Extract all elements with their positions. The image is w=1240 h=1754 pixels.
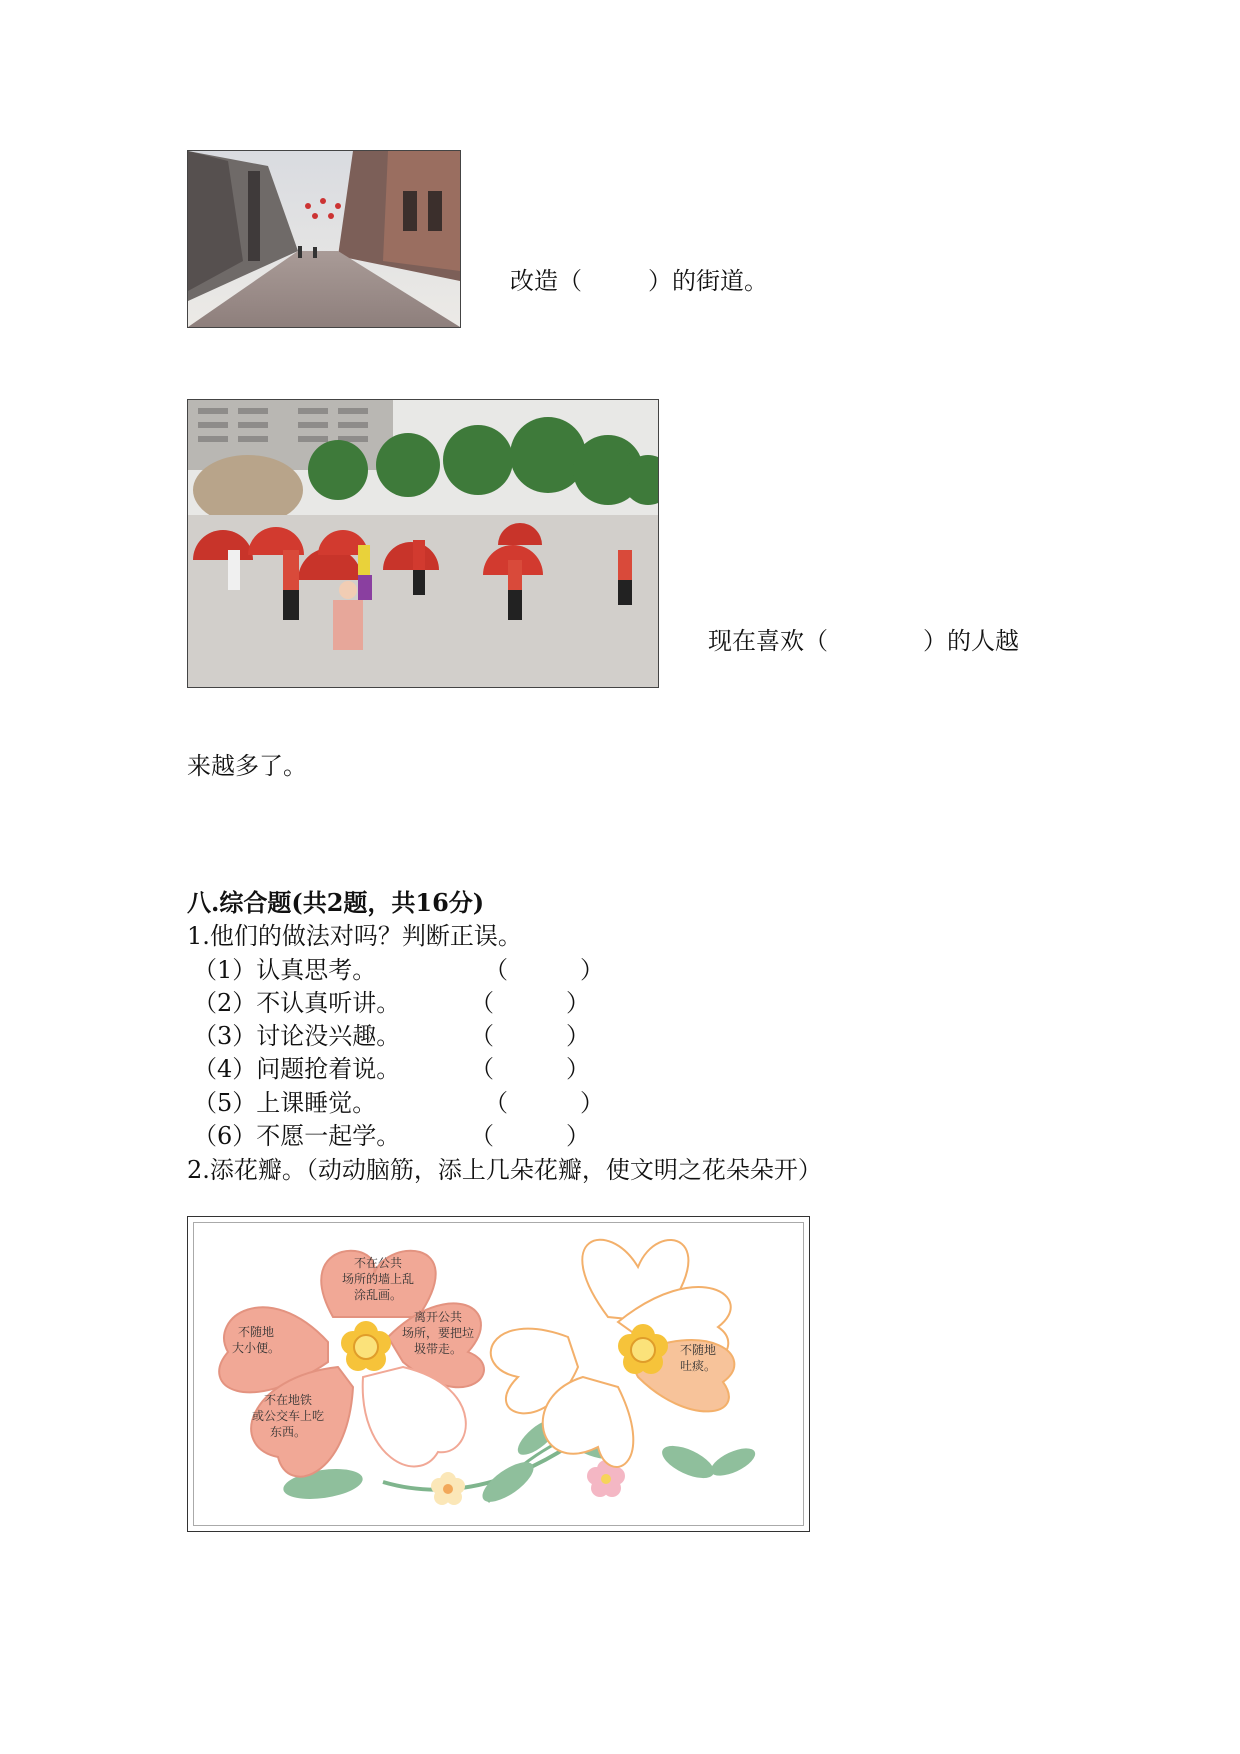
street-caption xyxy=(510,266,768,296)
fan-caption-suffix: ）的人越 xyxy=(923,627,1019,655)
petal-text-second-line2: 吐痰。 xyxy=(679,1359,716,1373)
petal-text-top-line2: 场所的墙上乱 xyxy=(341,1272,414,1286)
q1-item-4-label: （4）问题抢着说。 xyxy=(193,1055,401,1083)
fan-dance-photo xyxy=(187,399,659,688)
q1-item-1-answer[interactable]: （ ） xyxy=(484,956,604,984)
q1-item-3-answer[interactable]: （ ） xyxy=(470,1022,590,1050)
q1-item-6-answer[interactable]: （ ） xyxy=(470,1122,590,1150)
fan-dance-illustration xyxy=(188,400,658,687)
petal-text-second-flower xyxy=(658,1342,738,1374)
q1-item-1-label: （1）认真思考。 xyxy=(193,956,377,984)
street-photo xyxy=(187,150,461,328)
q1-item-6-label: （6）不愿一起学。 xyxy=(193,1122,401,1150)
flower-illustration-frame xyxy=(187,1216,810,1532)
petal-text-right-line3: 圾带走。 xyxy=(413,1342,462,1356)
petal-text-left-line1: 不随地 xyxy=(237,1325,274,1339)
flower-illustration xyxy=(188,1217,809,1531)
q1-item-5-answer[interactable]: （ ） xyxy=(484,1089,604,1117)
petal-text-top-line3: 涂乱画。 xyxy=(353,1288,402,1302)
q1-item-2-label: （2）不认真听讲。 xyxy=(193,989,401,1017)
petal-text-left-line2: 大小便。 xyxy=(231,1341,280,1355)
petal-text-right xyxy=(393,1309,483,1357)
q2-title: 2.添花瓣。（动动脑筋，添上几朵花瓣，使文明之花朵朵开） xyxy=(187,1156,822,1184)
q1-item-5-label: （5）上课睡觉。 xyxy=(193,1089,377,1117)
q1-item-4-answer[interactable]: （ ） xyxy=(470,1055,590,1083)
street-photo-illustration xyxy=(188,151,460,327)
q1-item-3-label: （3）讨论没兴趣。 xyxy=(193,1022,401,1050)
petal-text-right-line1: 离开公共 xyxy=(413,1310,462,1324)
petal-text-second-line1: 不随地 xyxy=(679,1343,716,1357)
fan-caption-prefix: 现在喜欢（ xyxy=(708,627,828,655)
petal-text-right-line2: 场所，要把垃 xyxy=(401,1326,474,1340)
petal-text-bottom-line3: 东西。 xyxy=(269,1425,306,1439)
petal-text-bottom-line1: 不在地铁 xyxy=(263,1393,312,1407)
section-heading: 八.综合题(共2题，共16分) xyxy=(187,888,485,917)
q1-title: 1.他们的做法对吗？判断正误。 xyxy=(187,922,522,950)
fan-caption-continuation: 来越多了。 xyxy=(187,752,307,780)
street-caption-prefix: 改造（ xyxy=(510,267,582,295)
q1-item-2-answer[interactable]: （ ） xyxy=(470,989,590,1017)
petal-text-top xyxy=(333,1255,423,1303)
street-caption-suffix: ）的街道。 xyxy=(648,267,768,295)
petal-text-bottom xyxy=(243,1392,333,1440)
petal-text-bottom-line2: 或公交车上吃 xyxy=(251,1409,324,1423)
petal-text-top-line1: 不在公共 xyxy=(353,1256,402,1270)
petal-text-left xyxy=(216,1324,296,1356)
fan-caption xyxy=(708,626,1019,656)
